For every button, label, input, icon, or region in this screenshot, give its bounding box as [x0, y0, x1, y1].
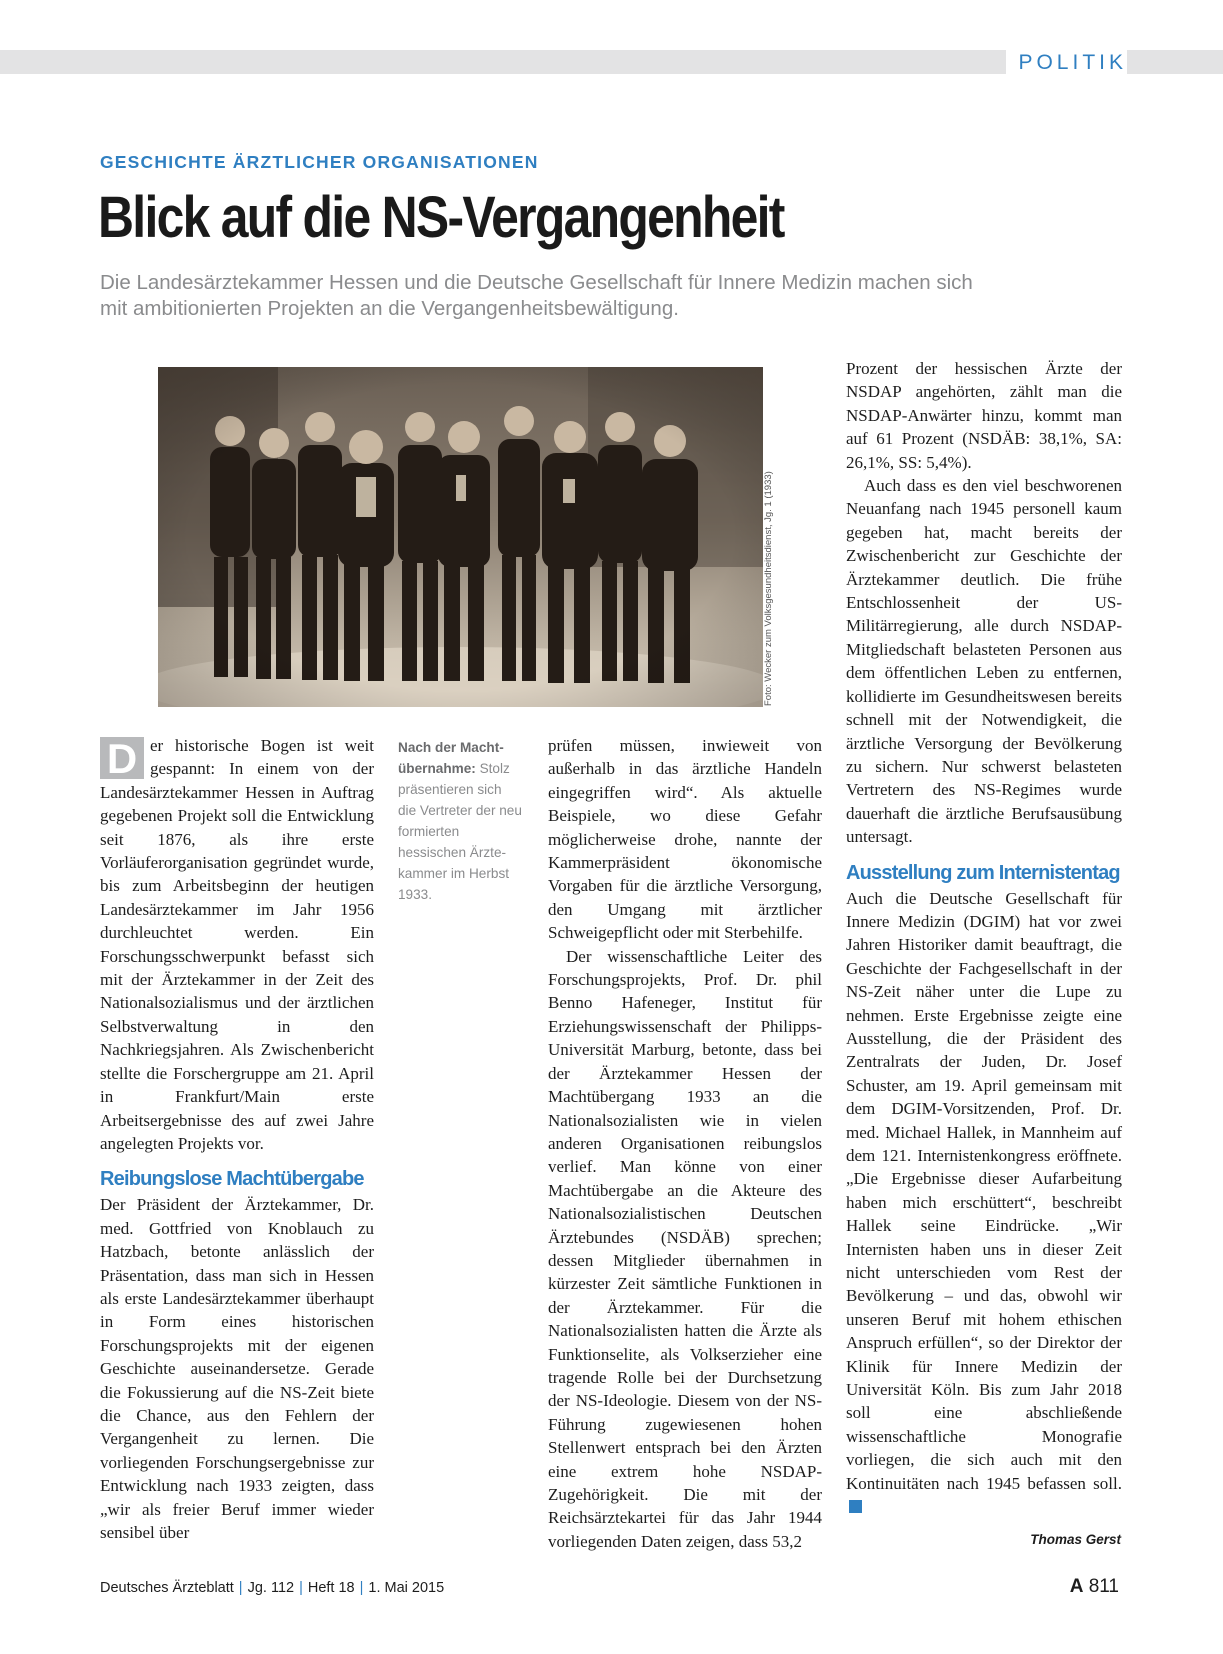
body-paragraph: Der wissenschaftliche Leiter des Forschungsprojekts, Prof. Dr. phil Benno Hafeneger, Institut für Erziehungswissenschaft der Philipps-Universität Marburg, betonte, dass bei der Ärztekammer Hessen der Machtübergang 1933 an die Nationalsozialisten wie in vielen anderen Organisationen reibungslos verlief. Man könne von einer Machtübergabe an die Akteure des Nationalsozialistischen Deutschen Ärztebundes (NSDÄB) sprechen; dessen Mitglieder übernahmen in kürzester Zeit sämtliche Funktionen in der Ärztekammer. Für die Nationalsozialisten hatten die Ärzte als Funktionselite, als Volkserzieher eine tragende Rolle bei der Durchsetzung der NS-Ideologie. Diesem von der NS-Führung zugewiesenen hohen Stellenwert entsprach bei den Ärzten eine extrem hohe NSDAP-Zugehörigkeit. Die mit der Reichsärztekartei für das Jahr 1944 vorliegenden Daten zeigen, dass 53,2	[548, 946, 822, 1551]
intro-text: er historische Bogen ist weit gespannt: In einem von der Landesärztekammer Hessen in Auftrag gegebenen Projekt soll die Entwicklung seit 1876, als ihre erste Vorläuferorganisation gegründet wurde, bis zum Arbeitsbeginn der heutigen Landesärztekammer im Jahr 1956 durchleuchtet werden. Ein Forschungsschwerpunkt befasst sich mit der Ärztekammer in der Zeit des Nationalsozialismus und der ärztlichen Selbstverwaltung in den Nachkriegsjahren. Als Zwischenbericht stellte die Forschergruppe am 21. April in Frankfurt/Main erste Arbeitsergebnisse des auf zwei Jahre angelegten Projekts vor.	[100, 736, 374, 1153]
photo-credit-text: Foto: Wecker zum Volksgesundheitsdienst, Jg. 1 (1933)	[763, 471, 774, 706]
end-mark-icon	[849, 1500, 862, 1513]
footer-citation	[100, 1580, 444, 1596]
page-number	[1070, 1576, 1119, 1598]
issue: Heft 18	[307, 1580, 355, 1596]
subtitle: Die Landesärztekammer Hessen und die Deutsche Gesellschaft für Innere Medizin machen sich mit ambitionierten Projekten an die Vergangenheitsbewältigung.	[100, 271, 973, 320]
photo-caption	[398, 737, 522, 905]
subheading-ausstellung: Ausstellung zum Internistentag	[846, 861, 1120, 884]
page-prefix: A	[1069, 1576, 1084, 1597]
body-paragraph: prüfen müssen, inwieweit von außerhalb in das ärztliche Handeln eingegriffen wird“. Als aktuelle Beispiele, wo diese Gefahr möglicherweise drohe, nannte der Kammerpräsident ökonomische Vorgaben für die ärztliche Versorgung, den Umgang mit ärztlicher Schweigepflicht oder mit Sterbehilfe.	[548, 736, 822, 943]
separator-icon: |	[238, 1580, 243, 1596]
separator-icon: |	[299, 1580, 303, 1596]
body-paragraph-final	[846, 887, 1122, 1519]
volume: Jg. 112	[247, 1580, 295, 1596]
body-paragraph: Der Präsident der Ärztekammer, Dr. med. Gottfried von Knoblauch zu Hatzbach, betonte anlässlich der Präsentation, dass man sich in Hessen als erste Landesärztekammer überhaupt in Form eines historischen Forschungsprojekts mit der eigenen Geschichte auseinandersetze. Gerade die Fokussierung auf die NS-Zeit biete die Chance, aus den Fehlern der Vergangenheit zu lernen. Die vorliegenden Forschungsergebnisse zur Entwicklung nach 1933 zeigten, dass „wir als freier Beruf immer wieder sensibel über	[100, 1195, 374, 1542]
page-number-value: 811	[1088, 1576, 1119, 1597]
headline: Blick auf die NS-Vergangenheit	[98, 185, 784, 250]
body-paragraph: Prozent der hessischen Ärzte der NSDAP angehörten, zählt man die NSDAP-Anwärter hinzu, kommt man auf 61 Prozent (NSDÄB: 38,1%, SA: 26,1%, SS: 5,4%).	[846, 359, 1122, 472]
kicker: GESCHICHTE ÄRZTLICHER ORGANISATIONEN	[100, 152, 539, 172]
section-label: POLITIK	[1006, 50, 1127, 74]
author-byline: Thomas Gerst	[1030, 1532, 1121, 1547]
photo-credit	[763, 471, 777, 706]
historical-group-photo	[158, 367, 763, 707]
caption-text: Stolz präsentieren sich die Vertreter der neu formierten hessischen Ärztekammer im Herbst 1933.	[398, 761, 522, 902]
journal-name: Deutsches Ärzteblatt	[100, 1580, 234, 1596]
drop-cap: D	[100, 737, 144, 779]
article-column-3	[548, 734, 822, 1553]
separator-icon: |	[359, 1580, 364, 1596]
body-paragraph: Auch dass es den viel beschworenen Neuanfang nach 1945 personell kaum gegeben hat, macht bereits der Zwischenbericht zur Geschichte der Ärztekammer deutlich. Die frühe Entschlossenheit der US-Militärregierung, alle durch NSDAP-Mitgliedschaft belasteten Personen aus dem öffentlichen Leben zu entfernen, kollidierte im Gesundheitswesen bereits schnell mit der Notwendigkeit, die ärztliche Versorgung der Bevölkerung zu sichern. Nur schwerst belasteten Vertretern des NS-Regimes wurde dauerhaft die ärztliche Berufsausübung untersagt.	[846, 476, 1122, 847]
final-text: Auch die Deutsche Gesellschaft für Innere Medizin (DGIM) hat vor zwei Jahren Historiker damit beauftragt, die Geschichte der Fachgesellschaft in der NS-Zeit näher unter die Lupe zu nehmen. Erste Ergebnisse zeigte eine Ausstellung, die der Präsident des Zentralrats der Juden, Dr. Josef Schuster, am 19. April gemeinsam mit dem DGIM-Vorsitzenden, Prof. Dr. med. Michael Hallek, in Mannheim auf dem 121. Internistenkongress eröffnete. „Die Ergebnisse dieser Aufarbeitung haben mich erschüttert“, beschreibt Hallek seine Eindrücke. „Wir Internisten haben uns in dieser Zeit nicht unterschieden vom Rest der Bevölkerung – und das, obwohl wir unseren Beruf mit hohem ethischen Anspruch erfüllen“, so der Direktor der Klinik für Innere Medizin der Universität Köln. Bis zum Jahr 2018 soll eine abschließende wissenschaftliche Monografie vorliegen, die sich auch mit den Kontinuitäten nach 1945 befassen soll.	[846, 888, 1122, 1493]
intro-paragraph	[100, 734, 374, 1155]
article-column-1	[100, 734, 374, 1544]
article-column-4	[846, 357, 1122, 1519]
caption-lead: Nach der Machtübernahme:	[398, 740, 504, 776]
issue-date: 1. Mai 2015	[368, 1580, 445, 1596]
subheading-machtuebergabe: Reibungslose Machtübergabe	[100, 1168, 364, 1191]
